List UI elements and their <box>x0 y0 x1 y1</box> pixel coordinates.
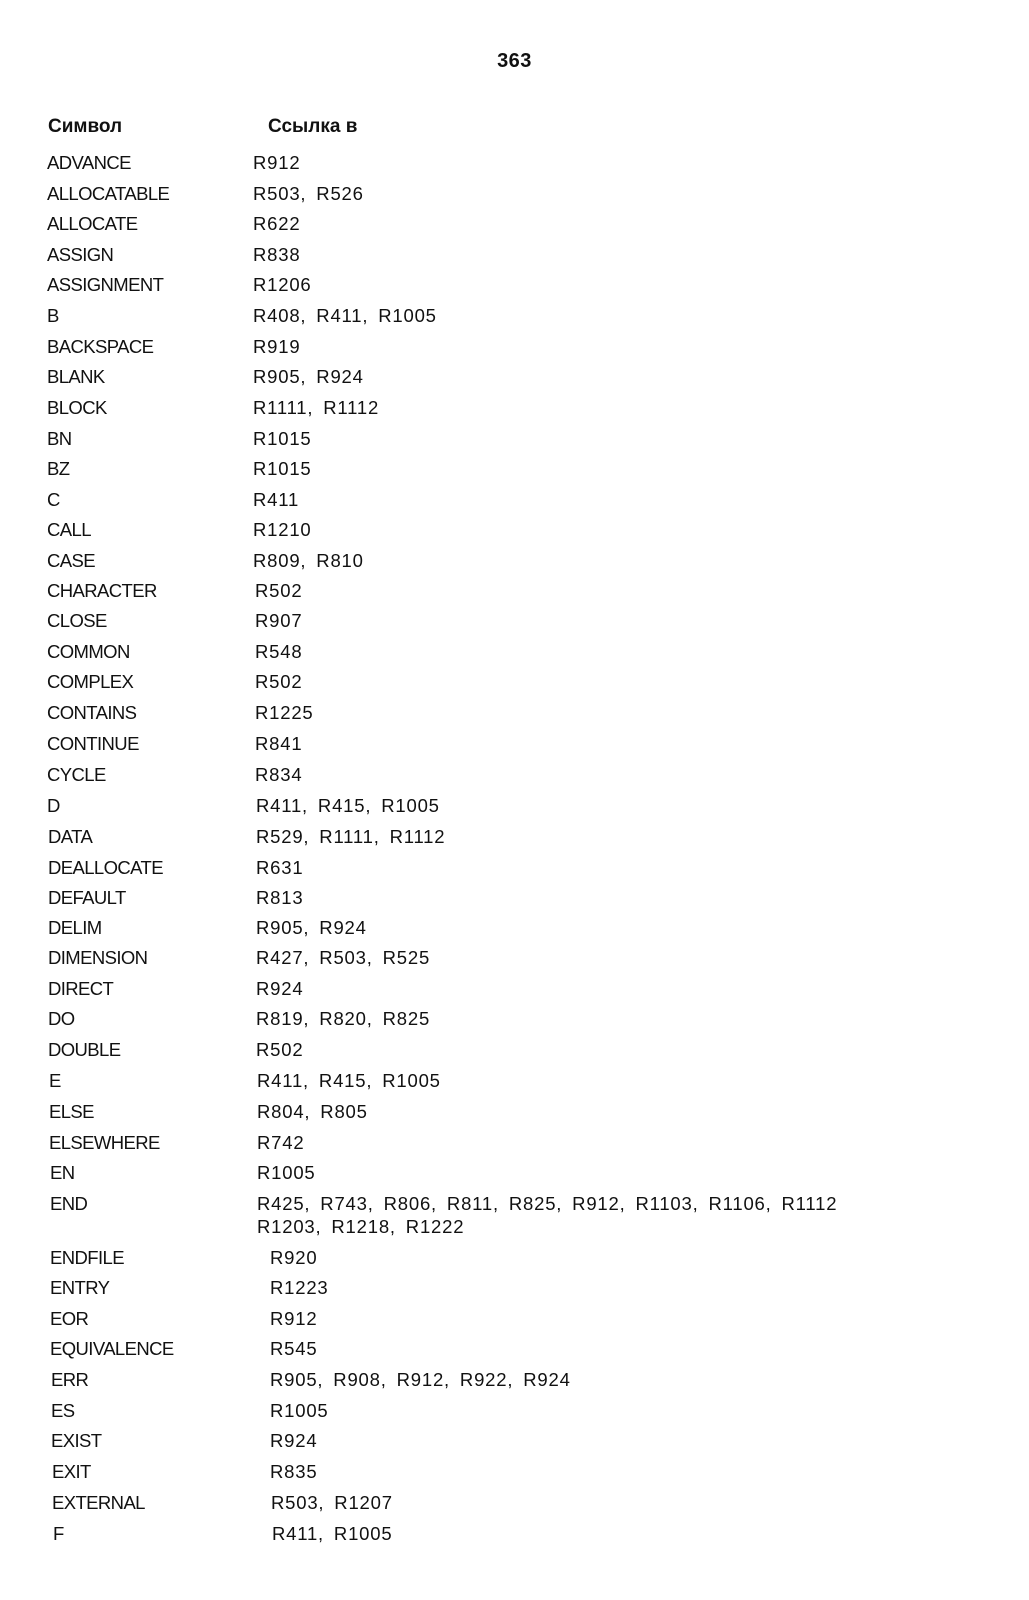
symbol-cell: ENTRY <box>50 1277 110 1298</box>
symbol-cell: DEALLOCATE <box>48 857 163 878</box>
reference-cell: R920 <box>270 1247 318 1268</box>
symbol-cell: ELSE <box>49 1101 94 1122</box>
symbol-cell: F <box>53 1523 64 1544</box>
symbol-cell: ERR <box>51 1369 89 1390</box>
reference-cell: R1015 <box>253 458 312 479</box>
reference-cell: R411, R1005 <box>272 1523 393 1544</box>
reference-cell: R529, R1111, R1112 <box>256 826 446 847</box>
symbol-cell: DEFAULT <box>48 887 126 908</box>
reference-cell: R408, R411, R1005 <box>253 305 437 326</box>
page-number: 363 <box>497 50 532 72</box>
symbol-cell: EQUIVALENCE <box>50 1338 174 1359</box>
reference-cell: R425, R743, R806, R811, R825, R912, R1103, R1106, R1112 R1203, R1218, R1222 <box>257 1193 838 1237</box>
reference-cell: R838 <box>253 244 301 265</box>
symbol-cell: ES <box>51 1400 75 1421</box>
reference-cell: R502 <box>255 671 303 692</box>
symbol-cell: ENDFILE <box>50 1247 124 1268</box>
reference-cell: R502 <box>255 580 303 601</box>
reference-cell: R1005 <box>257 1162 316 1183</box>
symbol-cell: ALLOCATABLE <box>47 183 170 204</box>
reference-cell: R1206 <box>253 274 312 295</box>
symbol-column-header: Символ <box>48 116 123 137</box>
reference-cell: R905, R908, R912, R922, R924 <box>270 1369 571 1390</box>
symbol-cell: CONTAINS <box>47 702 137 723</box>
reference-cell: R631 <box>256 857 304 878</box>
reference-cell: R905, R924 <box>256 917 367 938</box>
reference-cell: R841 <box>255 733 303 754</box>
reference-cell: R411, R415, R1005 <box>256 795 440 816</box>
symbol-cell: B <box>47 305 59 326</box>
reference-cell: R919 <box>253 336 301 357</box>
reference-cell: R502 <box>256 1039 304 1060</box>
symbol-cell: EXIST <box>51 1430 102 1451</box>
symbol-cell: CLOSE <box>47 610 107 631</box>
symbol-cell: C <box>47 489 60 510</box>
reference-cell: R503, R1207 <box>271 1492 393 1513</box>
symbol-cell: ELSEWHERE <box>49 1132 160 1153</box>
symbol-cell: ADVANCE <box>47 152 131 173</box>
symbol-cell: EOR <box>50 1308 89 1329</box>
reference-cell: R503, R526 <box>253 183 364 204</box>
reference-cell: R1210 <box>253 519 312 540</box>
symbol-cell: DATA <box>48 826 93 847</box>
symbol-cell: BACKSPACE <box>47 336 154 357</box>
reference-cell: R1225 <box>255 702 314 723</box>
symbol-cell: COMPLEX <box>47 671 134 692</box>
reference-cell: R1005 <box>270 1400 329 1421</box>
reference-cell: R548 <box>255 641 303 662</box>
symbol-cell: CYCLE <box>47 764 106 785</box>
symbol-cell: DELIM <box>48 917 102 938</box>
symbol-cell: CASE <box>47 550 95 571</box>
symbol-cell: BLOCK <box>47 397 107 418</box>
symbol-cell: DIRECT <box>48 978 114 999</box>
symbol-cell: CHARACTER <box>47 580 157 601</box>
reference-cell: R809, R810 <box>253 550 364 571</box>
reference-cell: R813 <box>256 887 304 908</box>
symbol-cell: COMMON <box>47 641 130 662</box>
reference-cell: R1111, R1112 <box>253 397 380 418</box>
reference-cell: R411 <box>253 489 300 510</box>
reference-cell: R907 <box>255 610 303 631</box>
symbol-cell: ASSIGN <box>47 244 114 265</box>
symbol-cell: ASSIGNMENT <box>47 274 164 295</box>
symbol-cell: EN <box>50 1162 75 1183</box>
symbol-cell: BZ <box>47 458 70 479</box>
reference-cell: R819, R820, R825 <box>256 1008 431 1029</box>
symbol-cell: EXTERNAL <box>52 1492 145 1513</box>
reference-cell: R924 <box>270 1430 318 1451</box>
symbol-cell: END <box>50 1193 88 1214</box>
reference-cell: R411, R415, R1005 <box>257 1070 441 1091</box>
symbol-cell: D <box>47 795 60 816</box>
symbol-cell: DOUBLE <box>48 1039 121 1060</box>
reference-cell: R427, R503, R525 <box>256 947 431 968</box>
symbol-cell: BN <box>47 428 72 449</box>
reference-cell: R924 <box>256 978 304 999</box>
reference-cell: R1015 <box>253 428 312 449</box>
reference-cell: R545 <box>270 1338 318 1359</box>
symbol-cell: BLANK <box>47 366 105 387</box>
reference-cell: R835 <box>270 1461 318 1482</box>
reference-cell: R622 <box>253 213 301 234</box>
reference-cell: R804, R805 <box>257 1101 368 1122</box>
symbol-cell: CALL <box>47 519 91 540</box>
symbol-cell: E <box>49 1070 61 1091</box>
reference-cell: R834 <box>255 764 303 785</box>
table-header <box>0 116 1029 146</box>
reference-column-header: Ссылка в <box>268 116 358 137</box>
symbol-cell: CONTINUE <box>47 733 139 754</box>
reference-cell: R912 <box>270 1308 318 1329</box>
symbol-cell: EXIT <box>52 1461 91 1482</box>
symbol-cell: DO <box>48 1008 75 1029</box>
reference-cell: R912 <box>253 152 301 173</box>
symbol-cell: DIMENSION <box>48 947 148 968</box>
symbol-cell: ALLOCATE <box>47 213 138 234</box>
reference-cell: R905, R924 <box>253 366 364 387</box>
reference-cell: R742 <box>257 1132 305 1153</box>
reference-cell: R1223 <box>270 1277 329 1298</box>
